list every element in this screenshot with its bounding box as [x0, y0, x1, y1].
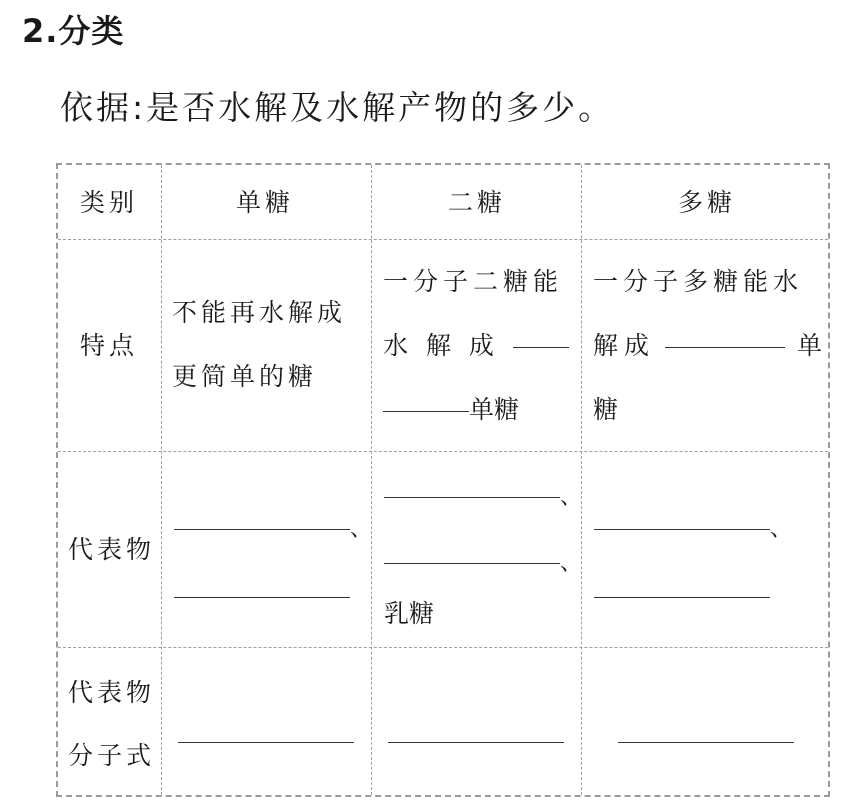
row-divider [58, 647, 828, 648]
column-divider [581, 165, 582, 795]
di-rep-blank-1 [384, 483, 582, 509]
poly-rep-blank-2 [594, 583, 770, 608]
di-rep-blank-2 [384, 549, 582, 575]
poly-feature-single-text: 单 [797, 331, 823, 360]
section-heading: 2.分类 [22, 12, 125, 50]
di-rep-lactose: 乳糖 [384, 599, 435, 628]
poly-feature-line1: 一分子多糖能水 [593, 267, 804, 296]
header-category: 类别 [80, 188, 139, 217]
poly-feature-hydrolyze-text: 解成 [593, 331, 656, 360]
mono-rep-blank-1 [174, 515, 372, 541]
di-feature-blank [513, 333, 569, 358]
column-divider [371, 165, 372, 795]
mono-feature-line2: 更简单的糖 [172, 362, 318, 391]
poly-formula-blank [618, 728, 794, 753]
poly-feature-line3: 糖 [593, 395, 619, 424]
mono-feature-line1: 不能再水解成 [172, 298, 347, 327]
di-feature-monosaccharide-text: 单糖 [469, 395, 520, 424]
row-label-formula-line1: 代表物 [68, 678, 156, 707]
row-divider [58, 239, 828, 240]
separator: 、 [560, 485, 583, 510]
header-disaccharide: 二糖 [448, 188, 507, 217]
header-polysaccharide: 多糖 [678, 188, 737, 217]
row-label-representatives: 代表物 [68, 535, 156, 564]
separator: 、 [560, 551, 583, 576]
poly-feature-line2 [593, 333, 822, 358]
di-feature-line1: 一分子二糖能 [383, 267, 564, 296]
mono-formula-blank [178, 728, 354, 753]
poly-rep-blank-1 [594, 515, 792, 541]
di-formula-blank [388, 728, 564, 753]
row-divider [58, 451, 828, 452]
row-label-features: 特点 [80, 331, 139, 360]
row-label-formula-line2: 分子式 [68, 741, 156, 770]
separator: 、 [770, 517, 793, 542]
mono-rep-blank-2 [174, 583, 350, 608]
di-feature-line2: 水 解 成 [383, 331, 499, 360]
classification-basis: 依据:是否水解及水解产物的多少。 [60, 88, 615, 127]
header-monosaccharide: 单糖 [236, 188, 295, 217]
di-feature-line3 [383, 397, 519, 422]
separator: 、 [350, 517, 373, 542]
classification-table [56, 163, 830, 797]
column-divider [161, 165, 162, 795]
